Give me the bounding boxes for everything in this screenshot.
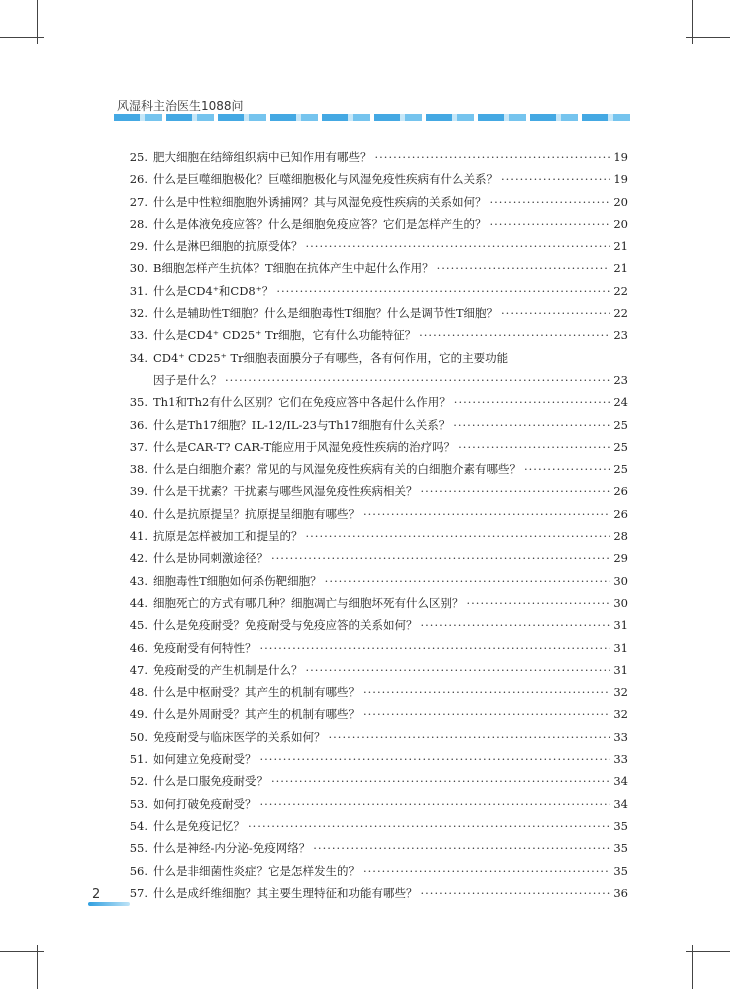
toc-entry-number: 54. [129,818,148,833]
toc-entry-number: 45. [129,618,148,633]
toc-entry-number: 44. [129,595,148,610]
toc-leader-dots [421,882,611,904]
toc-entry-page: 25 [613,417,628,432]
toc-entry[interactable] [128,391,628,413]
toc-leader-dots [306,659,611,681]
toc-entry-page: 19 [613,172,628,187]
toc-entry-page: 20 [613,194,628,209]
toc-entry-page: 30 [613,595,628,610]
toc-entry[interactable] [128,302,628,324]
toc-leader-dots [363,681,610,703]
toc-entry-title: 什么是中性粒细胞胞外诱捕网？其与风湿免疫性疾病的关系如何？ [153,194,487,209]
crop-mark [0,37,44,38]
toc-entry[interactable] [128,280,628,302]
toc-entry-page: 24 [613,395,628,410]
toc-entry-number: 49. [129,707,148,722]
toc-entry-number: 43. [129,573,148,588]
toc-entry[interactable] [128,525,628,547]
toc-entry-number: 55. [129,841,148,856]
toc-entry-page: 35 [613,841,628,856]
toc-entry-page: 22 [613,283,628,298]
toc-entry-page: 21 [613,261,628,276]
toc-entry-title: 什么是体液免疫应答？什么是细胞免疫应答？它们是怎样产生的？ [153,216,487,231]
page-number-decoration [88,902,130,906]
toc-leader-dots [276,280,610,302]
toc-leader-dots [458,436,610,458]
toc-entry[interactable] [128,191,628,213]
toc-entry-number: 29. [129,239,148,254]
toc-entry-page: 22 [613,306,628,321]
toc-entry-title: 什么是外周耐受？其产生的机制有哪些？ [153,707,360,722]
toc-leader-dots [306,235,611,257]
toc-entry-number: 36. [129,417,148,432]
toc-entry[interactable] [128,324,628,346]
toc-entry[interactable] [128,637,628,659]
toc-entry-page: 23 [613,372,628,387]
toc-entry-title: 什么是协同刺激途径？ [153,551,268,566]
toc-entry-number: 40. [129,506,148,521]
toc-entry-title: 什么是CD4⁺和CD8⁺？ [153,283,274,298]
toc-entry[interactable] [128,681,628,703]
toc-entry-number: 39. [129,484,148,499]
toc-entry-number: 46. [129,640,148,655]
toc-entry-page: 34 [613,796,628,811]
toc-entry[interactable] [128,793,628,815]
toc-entry-page: 35 [613,818,628,833]
toc-entry-title: 什么是白细胞介素？常见的与风湿免疫性疾病有关的白细胞介素有哪些？ [153,462,521,477]
toc-entry-number: 48. [129,685,148,700]
toc-entry-page: 21 [613,239,628,254]
toc-entry-number: 34. [129,350,148,365]
toc-entry-title: 如何建立免疫耐受？ [153,752,257,767]
toc-leader-dots [421,480,611,502]
toc-entry-number: 42. [129,551,148,566]
toc-leader-dots [453,414,610,436]
toc-entry-title: 免疫耐受的产生机制是什么？ [153,662,303,677]
toc-entry-title: 抗原是怎样被加工和提呈的？ [153,529,303,544]
toc-entry-number: 37. [129,439,148,454]
toc-leader-dots [363,860,610,882]
toc-entry[interactable] [128,770,628,792]
running-header: 风湿科主治医生1088问 [117,99,244,113]
toc-entry-number: 52. [129,774,148,789]
toc-entry-number: 28. [129,216,148,231]
toc-entry-title: 什么是免疫耐受？免疫耐受与免疫应答的关系如何？ [153,618,418,633]
toc-leader-dots [467,592,611,614]
toc-entry[interactable] [128,458,628,480]
toc-leader-dots [306,525,611,547]
toc-entry-number: 35. [129,395,148,410]
toc-leader-dots [271,770,610,792]
toc-entry-title: 什么是口服免疫耐受？ [153,774,268,789]
toc-entry-title: 细胞死亡的方式有哪几种？细胞凋亡与细胞坏死有什么区别？ [153,595,464,610]
toc-entry[interactable] [128,726,628,748]
toc-entry[interactable] [128,860,628,882]
toc-entry-page: 25 [613,462,628,477]
toc-entry-page: 33 [613,729,628,744]
toc-leader-dots [271,547,610,569]
toc-entry-number: 32. [129,306,148,321]
toc-entry[interactable] [128,815,628,837]
toc-entry-number: 25. [129,150,148,164]
toc-entry-page: 33 [613,752,628,767]
toc-entry[interactable] [128,257,628,279]
toc-entry-number: 53. [129,796,148,811]
toc-entry-page: 31 [613,640,628,655]
toc-entry[interactable] [128,614,628,636]
toc-entry[interactable] [128,436,628,458]
toc-leader-dots [325,570,611,592]
toc-leader-dots [501,168,610,190]
toc-entry[interactable] [128,168,628,190]
toc-entry-page: 20 [613,216,628,231]
toc-leader-dots [419,324,610,346]
toc-leader-dots [313,837,610,859]
toc-entry[interactable] [128,503,628,525]
toc-entry-page: 35 [613,863,628,878]
toc-entry[interactable] [128,480,628,502]
toc-entry-page: 25 [613,439,628,454]
toc-entry[interactable] [128,748,628,770]
toc-entry-page: 30 [613,573,628,588]
toc-entry[interactable] [128,592,628,614]
toc-entry-number: 57. [129,885,148,900]
toc-entry-title: 什么是Th17细胞？IL-12/IL-23与Th17细胞有什么关系？ [153,417,451,432]
toc-entry-title: 什么是神经-内分泌-免疫网络？ [153,841,311,856]
toc-leader-dots [501,302,610,324]
toc-entry-title: 什么是中枢耐受？其产生的机制有哪些？ [153,685,360,700]
toc-entry-page: 23 [613,328,628,343]
toc-entry-number: 27. [129,194,148,209]
toc-entry-number: 41. [129,529,148,544]
toc-leader-dots [454,391,611,413]
header-decoration [114,114,630,121]
toc-entry-title: 什么是抗原提呈？抗原提呈细胞有哪些？ [153,506,360,521]
toc-entry-title: 什么是CD4⁺ CD25⁺ Tr细胞，它有什么功能特征？ [153,328,417,343]
toc-entry-number: 56. [129,863,148,878]
toc-entry-title: B细胞怎样产生抗体？T细胞在抗体产生中起什么作用？ [153,261,434,276]
toc-entry-number: 30. [129,261,148,276]
toc-entry-title: Th1和Th2有什么区别？它们在免疫应答中各起什么作用？ [153,395,451,410]
crop-mark [686,37,730,38]
toc-leader-dots [260,793,611,815]
toc-leader-dots [363,503,610,525]
toc-entry[interactable] [128,703,628,725]
toc-entry[interactable] [128,414,628,436]
toc-leader-dots [329,726,611,748]
toc-entry[interactable] [128,213,628,235]
toc-entry-page: 29 [613,551,628,566]
toc-leader-dots [421,614,611,636]
toc-entry-page: 28 [613,529,628,544]
toc-entry-title: CD4⁺ CD25⁺ Tr细胞表面膜分子有哪些，各有何作用，它的主要功能 [153,350,509,365]
toc-leader-dots [260,637,611,659]
toc-entry-page: 34 [613,774,628,789]
toc-entry-title: 什么是干扰素？干扰素与哪些风湿免疫性疾病相关？ [153,484,418,499]
toc-entry[interactable] [128,547,628,569]
toc-entry-number: 38. [129,462,148,477]
toc-entry-page: 31 [613,618,628,633]
toc-entry-title: 什么是成纤维细胞？其主要生理特征和功能有哪些？ [153,885,418,900]
toc-entry-title: 什么是辅助性T细胞？什么是细胞毒性T细胞？什么是调节性T细胞？ [153,306,499,321]
toc-entry-number: 50. [129,729,148,744]
toc-entry-page: 32 [613,707,628,722]
crop-mark [686,951,730,952]
toc-entry-title: 免疫耐受与临床医学的关系如何？ [153,729,326,744]
toc-leader-dots [490,191,611,213]
toc-entry[interactable] [128,882,628,904]
toc-entry-page: 36 [613,885,628,900]
toc-entry-title: 细胞毒性T细胞如何杀伤靶细胞？ [153,573,322,588]
toc-entry-page: 26 [613,484,628,499]
toc-entry[interactable] [128,659,628,681]
page-number: 2 [92,887,101,902]
toc-entry[interactable] [128,146,628,168]
toc-entry-title-continued: 因子是什么？ [153,372,222,387]
toc-entry-title: 什么是巨噬细胞极化？巨噬细胞极化与风湿免疫性疾病有什么关系？ [153,172,498,187]
toc-leader-dots [363,703,610,725]
toc-entry-title: 什么是非细菌性炎症？它是怎样发生的？ [153,863,360,878]
toc-entry-page: 31 [613,662,628,677]
toc-entry-title: 如何打破免疫耐受？ [153,796,257,811]
toc-entry-title: 肥大细胞在结缔组织病中已知作用有哪些？ [153,150,372,164]
toc-leader-dots [260,748,611,770]
toc-entry-number: 33. [129,328,148,343]
toc-entry-number: 31. [129,283,148,298]
toc-entry-title: 什么是免疫记忆？ [153,818,245,833]
toc-leader-dots [524,458,610,480]
table-of-contents [128,146,628,904]
toc-entry[interactable] [128,837,628,859]
toc-entry-page: 19 [613,150,628,164]
toc-leader-dots [248,815,610,837]
toc-entry-page: 32 [613,685,628,700]
toc-entry-page: 26 [613,506,628,521]
toc-entry-title: 什么是淋巴细胞的抗原受体？ [153,239,303,254]
toc-entry-number: 26. [129,172,148,187]
toc-entry[interactable] [128,570,628,592]
toc-entry-number: 47. [129,662,148,677]
crop-mark [0,951,44,952]
toc-entry[interactable] [128,235,628,257]
toc-entry[interactable] [128,347,628,392]
toc-leader-dots [437,257,611,279]
toc-leader-dots [375,146,611,168]
toc-entry-title: 什么是CAR-T? CAR-T能应用于风湿免疫性疾病的治疗吗？ [153,439,456,454]
toc-entry-title: 免疫耐受有何特性？ [153,640,257,655]
toc-entry-number: 51. [129,752,148,767]
toc-leader-dots [490,213,611,235]
toc-leader-dots [225,369,610,391]
